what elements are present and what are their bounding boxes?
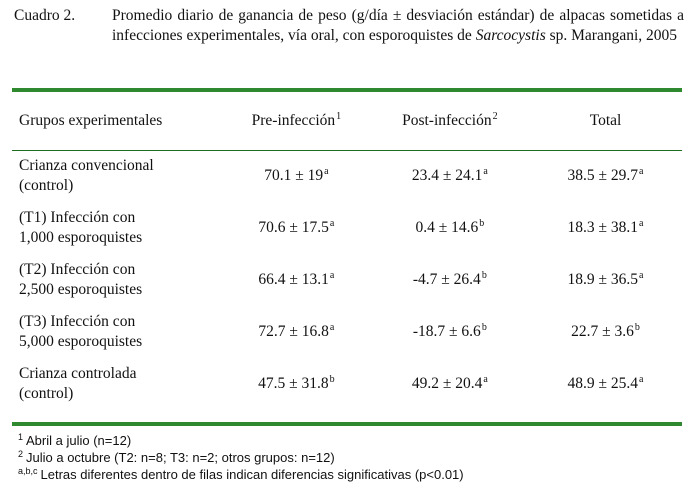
- pre-cell: [222, 150, 371, 202]
- total-value: 38.5 ± 29.7: [567, 167, 639, 184]
- total-cell: [529, 202, 682, 254]
- pre-sig: a: [324, 166, 329, 177]
- table-footnotes: [18, 432, 464, 483]
- header-post: [371, 92, 529, 150]
- group-line-1: (T2) Infección con: [19, 261, 136, 278]
- pre-cell: [222, 306, 371, 358]
- post-value: 49.2 ± 20.4: [411, 375, 483, 392]
- total-value: 48.9 ± 25.4: [567, 375, 639, 392]
- table-row: [12, 306, 682, 358]
- pre-sig: a: [329, 322, 335, 333]
- footnote: [18, 432, 464, 449]
- footnote: [18, 466, 464, 483]
- header-group: Grupos experimentales: [19, 112, 163, 129]
- footnote-text: Abril a julio (n=12): [26, 433, 132, 448]
- caption-label: Cuadro 2.: [14, 7, 76, 24]
- group-cell: [12, 254, 222, 306]
- pre-value: 70.6 ± 17.5: [258, 219, 329, 236]
- caption-text-start: Promedio diario de ganancia de peso (g/día ± desviación estándar) de alpacas sometidas a infecciones experimentales, vía oral, con esporoquistes de: [112, 7, 684, 44]
- weight-gain-table: [12, 92, 682, 410]
- group-line-1: (T3) Infección con: [19, 313, 136, 330]
- group-line-2: 2,500 esporoquistes: [19, 281, 143, 298]
- total-sig: a: [639, 270, 644, 281]
- pre-cell: [222, 358, 371, 410]
- post-value: 23.4 ± 24.1: [411, 167, 483, 184]
- total-sig: a: [639, 166, 644, 177]
- pre-cell: [222, 202, 371, 254]
- post-cell: [371, 202, 529, 254]
- total-cell: [529, 150, 682, 202]
- post-cell: [371, 150, 529, 202]
- total-cell: [529, 254, 682, 306]
- group-line-2: 5,000 esporoquistes: [19, 333, 143, 350]
- bottom-rule: [12, 422, 682, 426]
- group-line-1: Crianza convencional: [19, 157, 154, 174]
- post-cell: [371, 306, 529, 358]
- group-line-2: (control): [19, 385, 74, 402]
- post-value: -18.7 ± 6.6: [412, 323, 481, 340]
- total-cell: [529, 306, 682, 358]
- caption-text-end: sp. Marangani, 2005: [545, 27, 678, 44]
- total-sig: b: [634, 322, 640, 333]
- header-pre-sup: 1: [336, 111, 342, 122]
- table-row: [12, 254, 682, 306]
- post-cell: [371, 254, 529, 306]
- group-line-2: 1,000 esporoquistes: [19, 229, 143, 246]
- total-value: 18.9 ± 36.5: [567, 271, 639, 288]
- footnote-text: Julio a octubre (T2: n=8; T3: n=2; otros grupos: n=12): [26, 450, 335, 465]
- pre-sig: a: [329, 218, 335, 229]
- footnote-mark: a,b,c: [18, 466, 38, 476]
- total-value: 18.3 ± 38.1: [567, 219, 639, 236]
- pre-value: 70.1 ± 19: [264, 167, 324, 184]
- header-total: Total: [589, 112, 622, 129]
- header-pre-label: Pre-infección: [251, 112, 336, 129]
- post-sig: b: [481, 270, 487, 281]
- footnote-mark: 1: [18, 432, 24, 442]
- footnote: [18, 449, 464, 466]
- table-header-row: [12, 92, 682, 150]
- footnote-text: Letras diferentes dentro de filas indican diferencias significativas (p<0.01): [40, 467, 464, 482]
- table-row: [12, 150, 682, 202]
- pre-value: 72.7 ± 16.8: [258, 323, 329, 340]
- post-sig: a: [483, 374, 488, 385]
- group-line-2: (control): [19, 177, 74, 194]
- footnote-mark: 2: [18, 449, 24, 459]
- post-sig: a: [483, 166, 488, 177]
- pre-cell: [222, 254, 371, 306]
- pre-value: 66.4 ± 13.1: [258, 271, 329, 288]
- header-post-label: Post-infección: [402, 112, 492, 129]
- group-cell: [12, 202, 222, 254]
- post-cell: [371, 358, 529, 410]
- table-row: [12, 202, 682, 254]
- post-value: 0.4 ± 14.6: [415, 219, 479, 236]
- pre-sig: b: [329, 374, 335, 385]
- total-sig: a: [639, 374, 644, 385]
- post-sig: b: [479, 218, 485, 229]
- group-cell: [12, 150, 222, 202]
- header-post-sup: 2: [492, 111, 498, 122]
- post-sig: b: [481, 322, 487, 333]
- pre-sig: a: [329, 270, 335, 281]
- header-pre: [222, 92, 371, 150]
- caption-genus: Sarcocystis: [475, 27, 546, 44]
- post-value: -4.7 ± 26.4: [412, 271, 481, 288]
- total-value: 22.7 ± 3.6: [571, 323, 634, 340]
- group-line-1: Crianza controlada: [19, 365, 137, 382]
- group-cell: [12, 358, 222, 410]
- group-line-1: (T1) Infección con: [19, 209, 136, 226]
- group-cell: [12, 306, 222, 358]
- total-sig: a: [639, 218, 644, 229]
- pre-value: 47.5 ± 31.8: [258, 375, 329, 392]
- total-cell: [529, 358, 682, 410]
- caption-text: [112, 6, 684, 46]
- table-row: [12, 358, 682, 410]
